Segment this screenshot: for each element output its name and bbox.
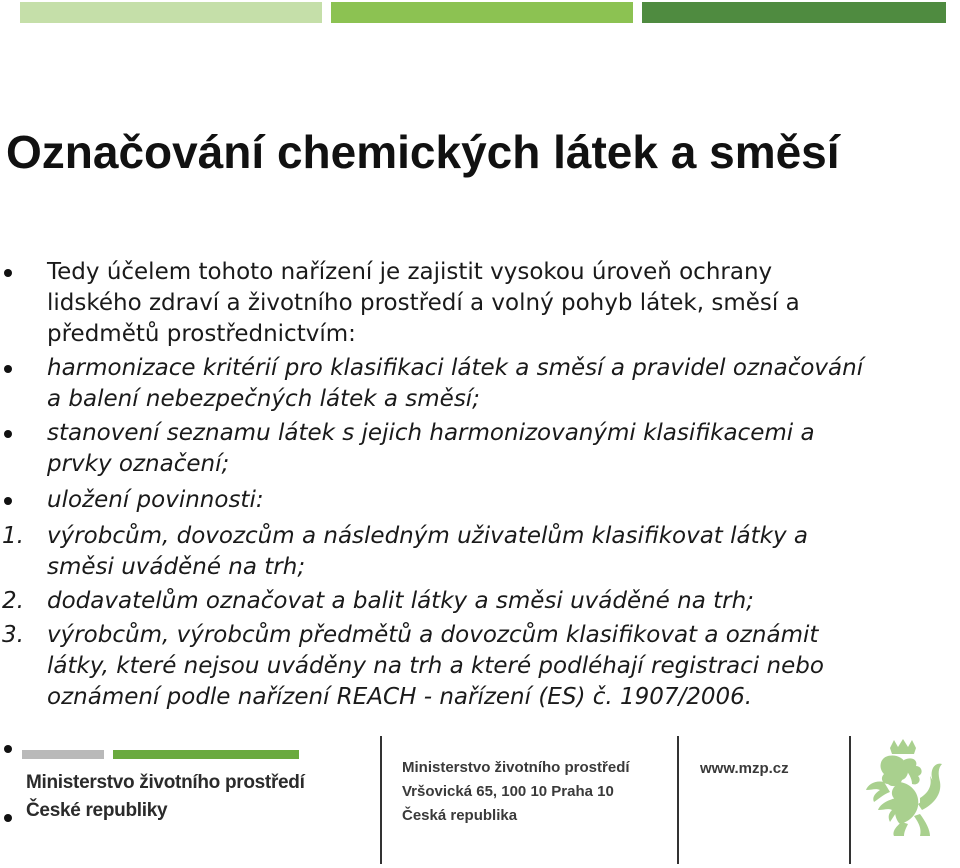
page-title: Označování chemických látek a směsí	[6, 126, 840, 178]
bullet-icon	[4, 430, 12, 438]
numbered-item	[0, 620, 913, 713]
list-item	[0, 353, 913, 415]
header-bar-dark	[642, 2, 946, 23]
bullet-icon	[4, 497, 12, 505]
ministry-logo	[26, 769, 305, 825]
item-number: 3.	[2, 622, 24, 648]
footer-bar-gray	[22, 750, 104, 759]
item-number: 2.	[2, 588, 24, 614]
ministry-name: Ministerstvo životního prostředí	[26, 772, 305, 793]
bullet-icon	[4, 269, 12, 277]
list-item-text: výrobcům, dovozcům a následným uživatelům klasifikovat látky a směsi uváděné na trh;	[47, 523, 808, 580]
ministry-address: Ministerstvo životního prostředí Vršovická 65, 100 10 Praha 10 Česká republika	[402, 759, 630, 824]
czech-lion-icon	[860, 738, 946, 838]
list-item-text: Tedy účelem tohoto nařízení je zajistit vysokou úroveň ochrany lidského zdraví a životního prostředí a volný pohyb látek, směsí a předmětů prostřednictvím:	[47, 259, 800, 347]
list-item	[0, 418, 913, 480]
footer-divider	[849, 736, 851, 864]
list-item-text: uložení povinnosti:	[47, 487, 264, 513]
item-number: 1.	[2, 523, 24, 549]
header-bar-light	[20, 2, 322, 23]
list-item-text: dodavatelům označovat a balit látky a směsi uváděné na trh;	[47, 588, 754, 614]
header-bar-mid	[331, 2, 633, 23]
lion-emblem-shape	[866, 739, 942, 836]
empty-bullet-icon	[4, 745, 12, 753]
ministry-country: České republiky	[26, 800, 168, 821]
list-item	[0, 485, 913, 516]
list-item	[0, 257, 913, 350]
bullet-icon	[4, 365, 12, 373]
footer-divider	[380, 736, 382, 864]
website-link[interactable]: www.mzp.cz	[700, 760, 789, 777]
empty-bullet-icon	[4, 814, 12, 822]
list-item-text: stanovení seznamu látek s jejich harmonizovanými klasifikacemi a prvky označení;	[47, 420, 815, 477]
footer-divider	[677, 736, 679, 864]
numbered-item	[0, 521, 913, 583]
footer-bar-green	[113, 750, 299, 759]
numbered-item	[0, 586, 913, 617]
list-item-text: harmonizace kritérií pro klasifikaci látek a směsí a pravidel označování a balení nebezpečných látek a směsí;	[47, 355, 864, 412]
bullet-list	[0, 257, 960, 713]
list-item-text: výrobcům, výrobcům předmětů a dovozcům klasifikovat a oznámit látky, které nejsou uváděny na trh a které podléhají registraci nebo oznámení podle nařízení REACH - nařízení (ES) č. 1907/2006.	[47, 622, 824, 710]
